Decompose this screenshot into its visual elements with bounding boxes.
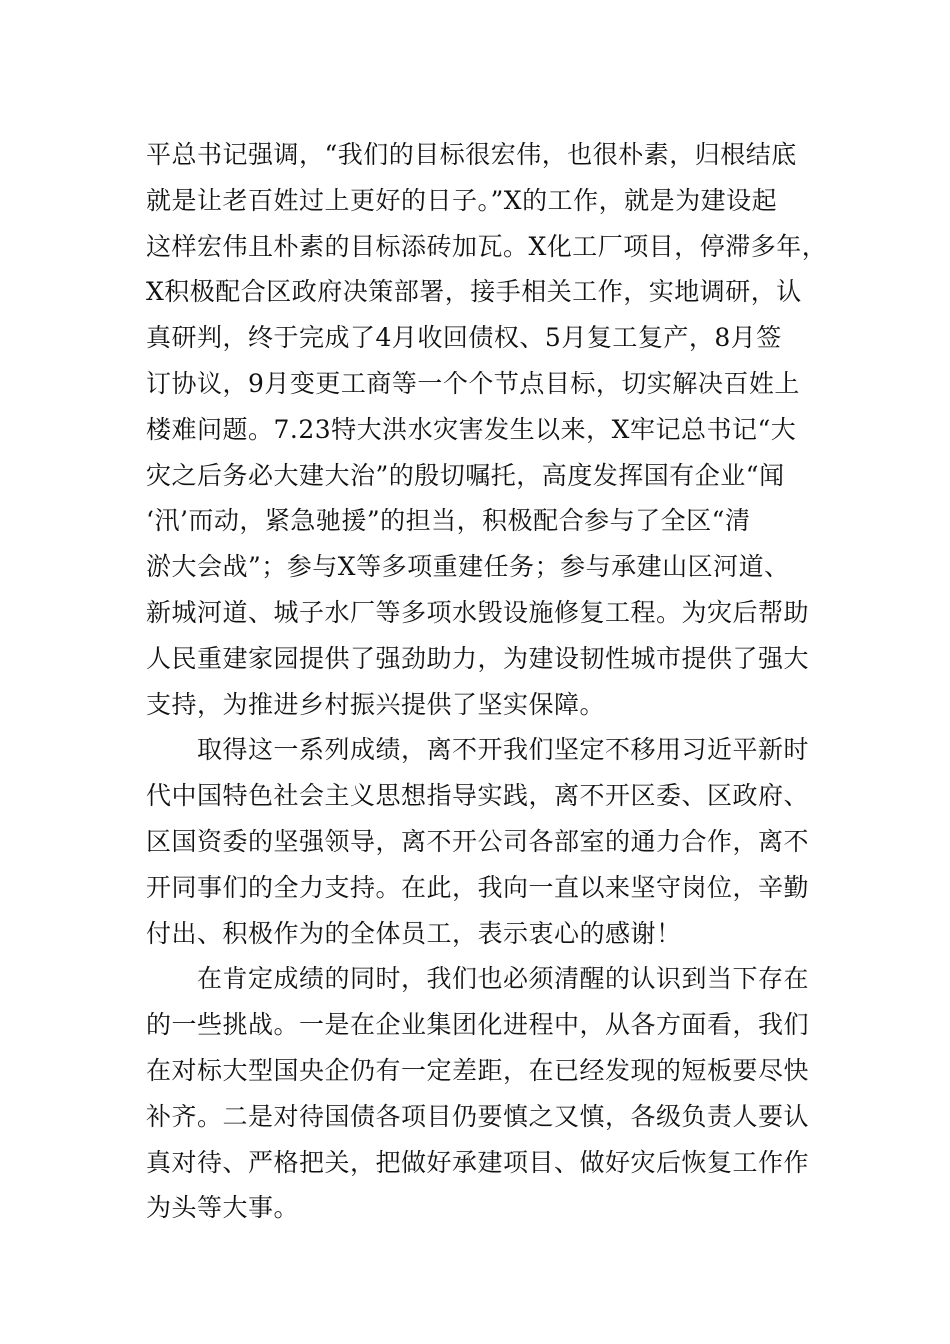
text-line: 在肯定成绩的同时，我们也必须清醒的认识到当下存在 [146, 964, 810, 994]
text-line: 付出、积极作为的全体员工，表示衷心的感谢！ [146, 918, 682, 948]
paragraph-2 [146, 727, 810, 956]
text-line: 的一些挑战。一是在企业集团化进程中，从各方面看，我们 [146, 1010, 810, 1040]
text-line: 真对待、严格把关，把做好承建项目、做好灾后恢复工作作 [146, 1147, 810, 1177]
text-line: 就是让老百姓过上更好的日子。”X的工作，就是为建设起 [146, 185, 778, 215]
text-line: 真研判，终于完成了4月收回债权、5月复工复产，8月签 [146, 323, 782, 353]
text-line: 灾之后务必大建大治”的殷切嘱托，高度发挥国有企业“闻 [146, 460, 785, 490]
text-line: 人民重建家园提供了强劲助力，为建设韧性城市提供了强大 [146, 643, 810, 673]
text-line: 订协议，9月变更工商等一个个节点目标，切实解决百姓上 [146, 368, 800, 398]
paragraph-1 [146, 132, 828, 727]
text-line: 开同事们的全力支持。在此，我向一直以来坚守岗位，辛勤 [146, 872, 810, 902]
document-body [146, 132, 828, 1231]
text-line: 这样宏伟且朴素的目标添砖加瓦。X化工厂项目，停滞多年， [146, 231, 828, 261]
text-line: 支持，为推进乡村振兴提供了坚实保障。 [146, 689, 606, 719]
text-line: 为头等大事。 [146, 1193, 300, 1223]
text-line: ‘汛’而动，紧急驰援”的担当，积极配合参与了全区“清 [146, 506, 751, 536]
text-line: 取得这一系列成绩，离不开我们坚定不移用习近平新时 [146, 735, 810, 765]
text-line: 新城河道、城子水厂等多项水毁设施修复工程。为灾后帮助 [146, 597, 810, 627]
text-line: 补齐。二是对待国债各项目仍要慎之又慎，各级负责人要认 [146, 1101, 810, 1131]
text-line: 平总书记强调，“我们的目标很宏伟，也很朴素，归根结底 [146, 140, 797, 169]
text-line: 淤大会战”；参与X等多项重建任务；参与承建山区河道、 [146, 552, 790, 582]
text-line: 楼难问题。7.23特大洪水灾害发生以来，X牢记总书记“大 [146, 414, 797, 444]
paragraph-3 [146, 956, 810, 1231]
text-line: 代中国特色社会主义思想指导实践，离不开区委、区政府、 [146, 781, 810, 811]
text-line: X积极配合区政府决策部署，接手相关工作，实地调研，认 [146, 277, 802, 307]
text-line: 区国资委的坚强领导，离不开公司各部室的通力合作，离不 [146, 826, 810, 856]
text-line: 在对标大型国央企仍有一定差距，在已经发现的短板要尽快 [146, 1055, 810, 1085]
